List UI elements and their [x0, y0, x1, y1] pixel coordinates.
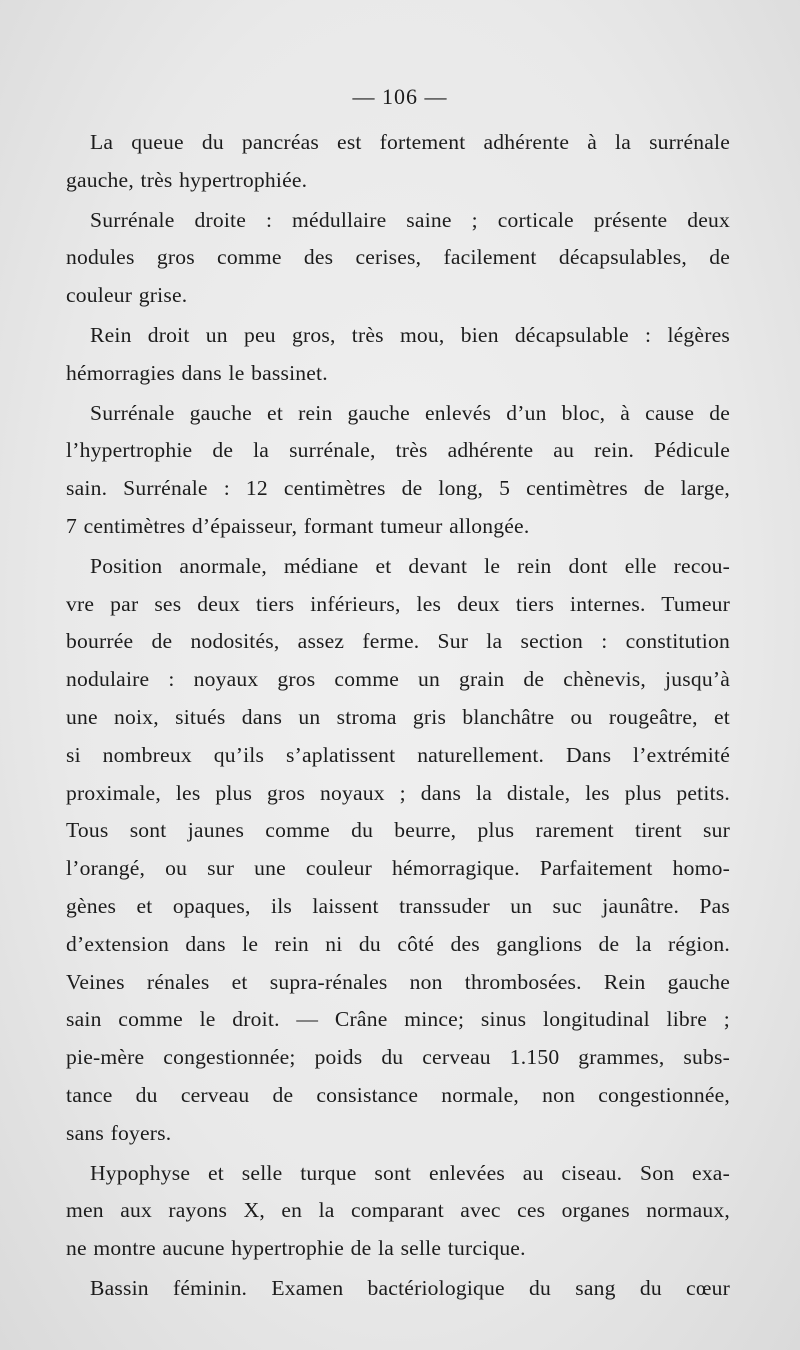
- paragraph: [66, 202, 730, 315]
- text-line: gauche, très hypertrophiée.: [66, 167, 308, 192]
- paragraph-gap: [66, 1308, 730, 1310]
- text-line: hémorragies dans le bassinet.: [66, 360, 328, 385]
- text-line: Rein droit un peu gros, très mou, bien décapsulable : légères: [90, 322, 730, 347]
- text-line: Hypophyse et selle turque sont enlevées au ciseau. Son exa-: [90, 1160, 730, 1185]
- text-line: tance du cerveau de consistance normale, non congestionnée,: [66, 1082, 730, 1107]
- text-line: Veines rénales et supra-rénales non thrombosées. Rein gauche: [66, 969, 730, 994]
- text-line: sans foyers.: [66, 1120, 172, 1145]
- text-line: d’extension dans le rein ni du côté des ganglions de la région.: [66, 931, 730, 956]
- paragraph: [66, 548, 730, 1153]
- text-line: gènes et opaques, ils laissent transsuder un suc jaunâtre. Pas: [66, 893, 730, 918]
- text-line: vre par ses deux tiers inférieurs, les deux tiers internes. Tumeur: [66, 591, 730, 616]
- text-line: proximale, les plus gros noyaux ; dans la distale, les plus petits.: [66, 780, 730, 805]
- text-line: ne montre aucune hypertrophie de la selle turcique.: [66, 1236, 526, 1261]
- text-line: nodules gros comme des cerises, facilement décapsulables, de: [66, 245, 730, 270]
- paragraph: [66, 1270, 730, 1308]
- text-line: l’orangé, ou sur une couleur hémorragique. Parfaitement homo-: [66, 856, 730, 881]
- text-line: une noix, situés dans un stroma gris blanchâtre ou rougeâtre, et: [66, 704, 730, 729]
- text-line: Surrénale gauche et rein gauche enlevés d’un bloc, à cause de: [90, 400, 730, 425]
- text-line: si nombreux qu’ils s’aplatissent naturellement. Dans l’extrémité: [66, 742, 730, 767]
- paragraph: [66, 317, 730, 393]
- page-number: — 106 —: [352, 84, 448, 109]
- text-line: bourrée de nodosités, assez ferme. Sur la section : constitution: [66, 629, 730, 654]
- paragraph: [66, 395, 730, 546]
- text-line: Bassin féminin. Examen bactériologique du sang du cœur: [90, 1275, 730, 1300]
- text-line: couleur grise.: [66, 283, 188, 308]
- text-line: nodulaire : noyaux gros comme un grain de chènevis, jusqu’à: [66, 667, 730, 692]
- text-line: 7 centimètres d’épaisseur, formant tumeur allongée.: [66, 513, 530, 538]
- paragraph: [66, 1155, 730, 1268]
- text-line: sain comme le droit. — Crâne mince; sinus longitudinal libre ;: [66, 1007, 730, 1032]
- paragraph: [66, 124, 730, 200]
- text-line: Position anormale, médiane et devant le rein dont elle recou-: [90, 553, 730, 578]
- text-line: Surrénale droite : médullaire saine ; corticale présente deux: [90, 207, 730, 232]
- text-line: Tous sont jaunes comme du beurre, plus rarement tirent sur: [66, 818, 730, 843]
- text-line: pie-mère congestionnée; poids du cerveau 1.150 grammes, subs-: [66, 1045, 730, 1070]
- body-text: [66, 124, 730, 1310]
- text-line: sain. Surrénale : 12 centimètres de long, 5 centimètres de large,: [66, 476, 730, 501]
- text-line: men aux rayons X, en la comparant avec ces organes normaux,: [66, 1198, 730, 1223]
- text-line: l’hypertrophie de la surrénale, très adhérente au rein. Pédicule: [66, 438, 730, 463]
- text-line: La queue du pancréas est fortement adhérente à la surrénale: [90, 130, 730, 154]
